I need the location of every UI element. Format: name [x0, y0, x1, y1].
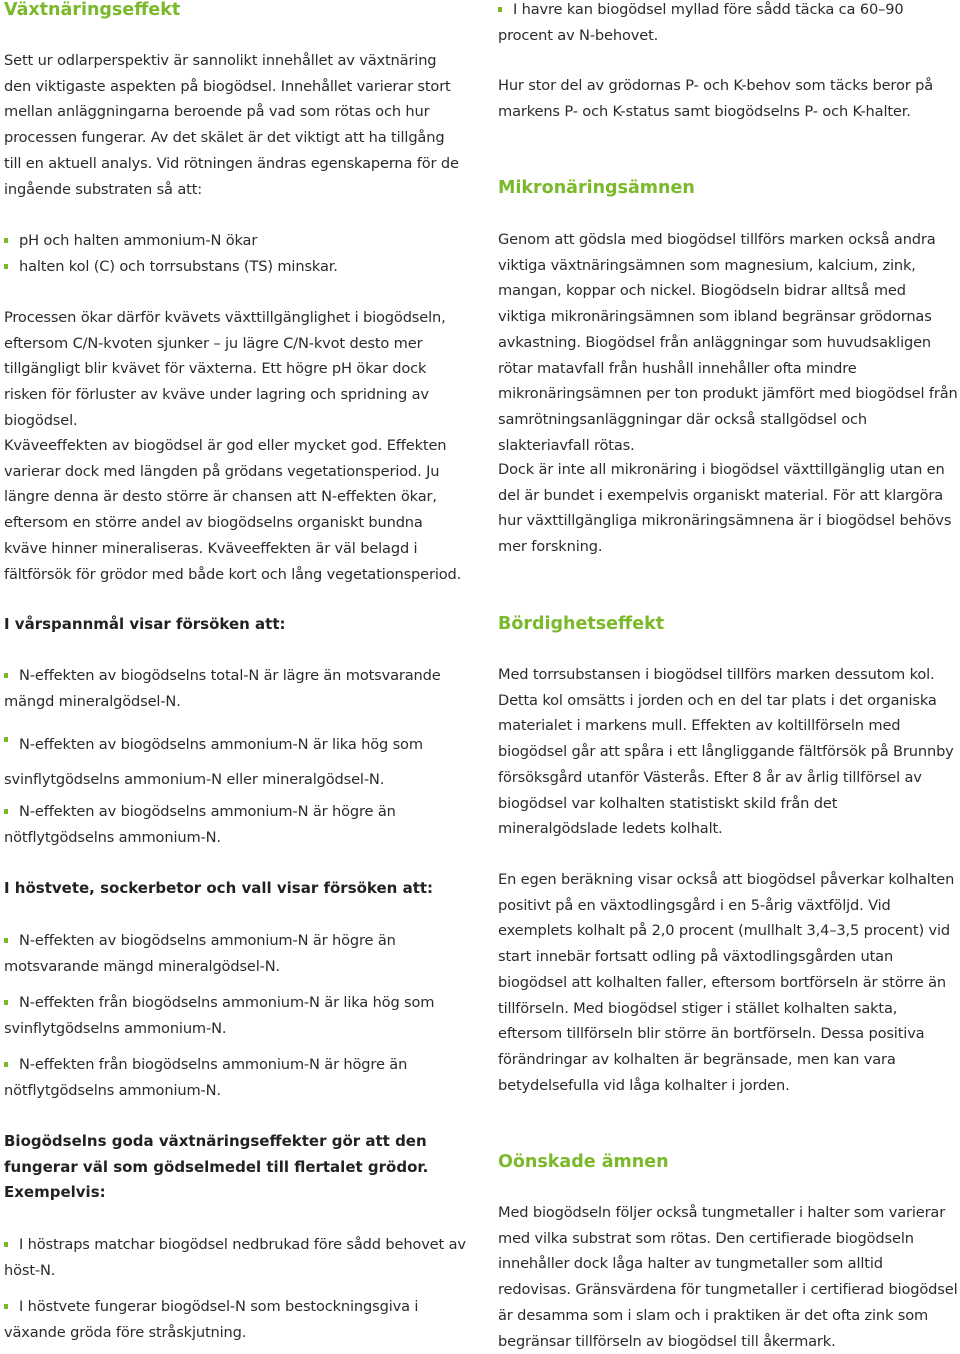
- section-title-unwanted-substances: Oönskade ämnen: [498, 1152, 669, 1172]
- winter-crops-list: [4, 928, 466, 979]
- bullet-icon: [4, 673, 8, 678]
- micronutrients-paragraph-2: Dock är inte all mikronäring i biogödsel växttillgänglig utan en del är bundet i exempelvis organiskt material. För att klargöra hur växttillgängliga mikronäringsämnena är i biogödsel behövs mer forskning.: [498, 461, 952, 556]
- bullet-icon: [4, 1062, 8, 1067]
- fertility-paragraph-2: En egen beräkning visar också att biogödsel påverkar kolhalten positivt på en växtodlingsgård i en 5-årig växtföljd. Vid exemplets kolhalt på 2,0 procent (mullhalt 3,4–3,5 procent) vid start innebär fortsatt odling på växtodlingsgården utan biogödsel att kolhalten faller, eftersom bortförseln är större än tillförseln. Med biogödsel stiger i stället kolhalten sakta, eftersom tillförseln blir större än bortförseln. Dessa positiva förändringar av kolhalten är begränsade, men kan vara betydelsefulla vid låga kolhalter i jorden.: [498, 871, 955, 1094]
- list-item: N-effekten av biogödselns ammonium-N är högre än nötflytgödselns ammonium-N.: [4, 803, 396, 846]
- bullet-icon: [4, 1304, 8, 1309]
- bullet-icon: [4, 1242, 8, 1247]
- list-item: I höstraps matchar biogödsel nedbrukad före sådd behovet av höst-N.: [4, 1236, 466, 1279]
- spring-cereal-heading: I vårspannmål visar försöken att:: [4, 615, 286, 633]
- bullet-icon: [4, 938, 8, 943]
- bullet-icon: [498, 7, 502, 12]
- fertility-paragraph-1: Med torrsubstansen i biogödsel tillförs marken dessutom kol. Detta kol omsätts i jorden och en del tar plats i det organiska materialet i markens mull. Effekten av koltillförseln med biogödsel går att spåra i ett långliggande fältförsök på Brunnby försöksgård utanför Västerås. Efter 8 år av årlig tillförsel av biogödsel var kolhalten statistiskt skild från det mineralgödslade ledets kolhalt.: [498, 666, 954, 838]
- bullet-icon: [4, 1000, 8, 1005]
- micronutrients-paragraph-1: Genom att gödsla med biogödsel tillförs marken också andra viktiga växtnäringsämnen som magnesium, kalcium, zink, mangan, koppar och nickel. Biogödseln bidrar alltså med viktiga mikronäringsämnen som ibland begränsar grödornas avkastning. Biogödsel från anläggningar som huvudsakligen rötar matavfall från hushåll innehåller ofta mindre mikronäringsämnen per ton produkt jämfört med biogödsel från samrötningsanläggningar där också stallgödsel och slakteriavfall rötas.: [498, 231, 958, 454]
- section-title-micronutrients: Mikronäringsämnen: [498, 178, 695, 198]
- list-item: I havre kan biogödsel myllad före sådd täcka ca 60–90 procent av N-behovet.: [498, 1, 904, 44]
- bullet-icon: [4, 238, 8, 243]
- digestion-changes-list: [4, 228, 466, 279]
- nitrogen-effect-paragraph: Kväveeffekten av biogödsel är god eller mycket god. Effekten varierar dock med längden på grödans vegetationsperiod. Ju längre denna är desto större är chansen att N-effekten ökar, eftersom en större andel av biogödselns organiskt bundna kväve hinner mineraliseras. Kväveeffekten är väl belagd i fältförsök för grödor med både kort och lång vegetationsperiod.: [4, 437, 462, 583]
- list-item: N-effekten från biogödselns ammonium-N är lika hög som svinflytgödselns ammonium-N.: [4, 994, 435, 1037]
- list-item: N-effekten av biogödselns total-N är lägre än motsvarande mängd mineralgödsel-N.: [4, 667, 441, 710]
- intro-paragraph: Sett ur odlarperspektiv är sannolikt innehållet av växtnäring den viktigaste aspekten på biogödsel. Innehållet varierar stort mellan anläggningarna beroende på vad som rötas och hur processen fungerar. Av det skälet är det viktigt att ha tillgång till en aktuell analys. Vid rötningen ändras egenskaperna för de ingående substraten så att:: [4, 52, 459, 198]
- list-item: halten kol (C) och torrsubstans (TS) minskar.: [4, 254, 466, 280]
- list-item: N-effekten från biogödselns ammonium-N är högre än nötflytgödselns ammonium-N.: [4, 1056, 408, 1099]
- list-item: N-effekten av biogödselns ammonium-N är högre än motsvarande mängd mineralgödsel-N.: [4, 932, 396, 975]
- list-item: pH och halten ammonium-N ökar: [4, 228, 466, 254]
- list-item: N-effekten av biogödselns ammonium-N är lika hög som svinflytgödselns ammonium-N eller mineralgödsel-N.: [4, 736, 423, 788]
- pk-paragraph: Hur stor del av grödornas P- och K-behov som täcks beror på markens P- och K-status samt biogödselns P- och K-halter.: [498, 77, 933, 120]
- examples-list: [4, 1232, 466, 1283]
- summary-bold-text: Biogödselns goda växtnäringseffekter gör att den fungerar väl som gödselmedel till flertalet grödor. Exempelvis:: [4, 1132, 429, 1202]
- process-paragraph: Processen ökar därför kvävets växttillgänglighet i biogödseln, eftersom C/N-kvoten sjunker – ju lägre C/N-kvot desto mer tillgängligt blir kvävet för växterna. Ett högre pH ökar dock risken för förluster av kväve under lagring och spridning av biogödsel.: [4, 309, 446, 429]
- bullet-icon: [4, 737, 8, 742]
- unwanted-substances-paragraph: Med biogödseln följer också tungmetaller i halter som varierar med vilka substrat som rötas. Den certifierade biogödseln innehåller dock låga halter av tungmetaller som alltid redovisas. Gränsvärdena för tungmetaller i certifierad biogödsel är desamma som i slam och i praktiken är det ofta zink som begränsar tillförseln av biogödsel till åkermark.: [498, 1204, 958, 1350]
- bullet-icon: [4, 809, 8, 814]
- spring-cereal-list: [4, 663, 466, 714]
- list-item: I höstvete fungerar biogödsel-N som bestockningsgiva i växande gröda före stråskjutning.: [4, 1298, 419, 1341]
- oats-list: [498, 0, 958, 48]
- section-title-fertility: Bördighetseffekt: [498, 614, 665, 634]
- bullet-icon: [4, 264, 8, 269]
- section-title-nutrient-effect: Växtnäringseffekt: [4, 0, 181, 20]
- winter-crops-heading: I höstvete, sockerbetor och vall visar försöken att:: [4, 879, 434, 897]
